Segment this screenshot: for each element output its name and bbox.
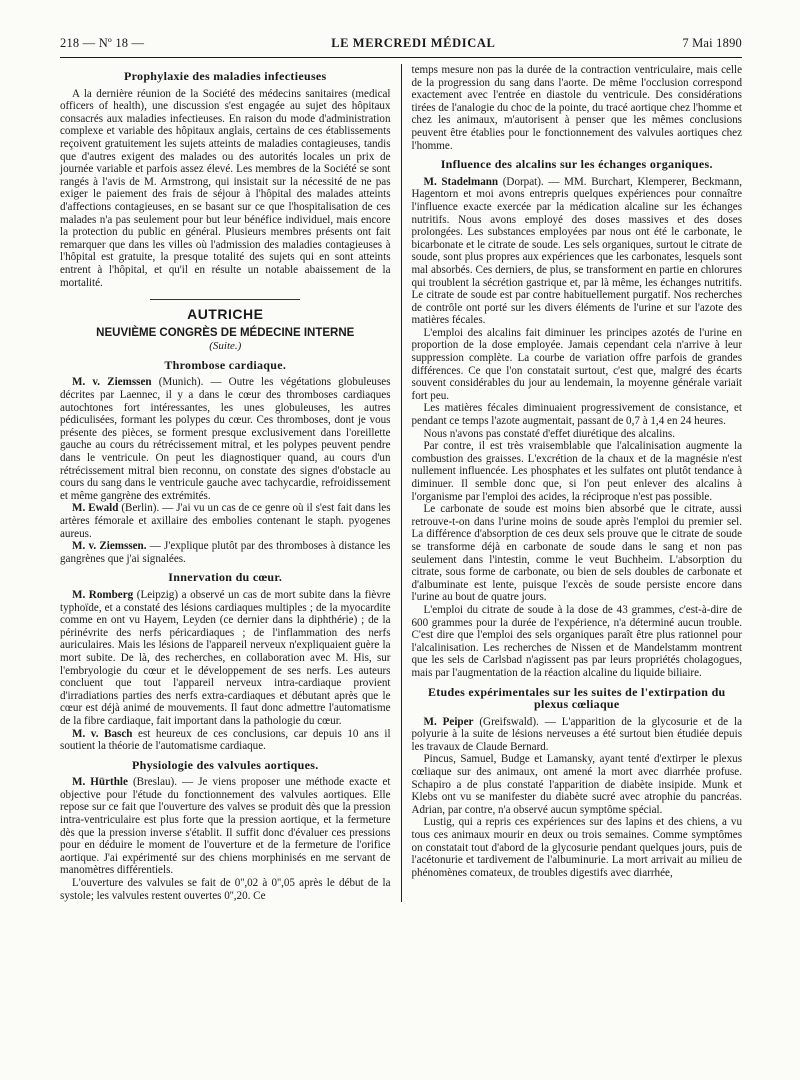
section-title: Etudes expérimentales sur les suites de l'extirpation du plexus cœliaque: [427, 684, 726, 712]
paragraph: (Greifswald). — L'apparition de la glycosurie et de la polyurie à la suite de lésions nerveuses a été surtout bien étudiée depuis les travaux de Claude Bernard.: [411, 715, 743, 753]
speaker-name: M. Stadelmann: [423, 175, 499, 188]
section-title: Physiologie des valvules aortiques.: [132, 757, 319, 772]
section-title: Thrombose cardiaque.: [164, 357, 287, 372]
speaker-name: M. Romberg: [72, 588, 134, 601]
column-rule: [401, 64, 402, 902]
country-heading: AUTRICHE: [187, 306, 264, 323]
section-title: Prophylaxie des maladies infectieuses: [123, 69, 327, 83]
page-number: 218 — Nº 18 —: [60, 36, 145, 50]
section-divider: [150, 299, 300, 300]
paragraph: (Leipzig) a observé un cas de mort subite dans la fièvre typhoïde, et a constaté des lésions cardiaques multiples ; de la myocardite comme en ont vu Hayem, Leyden (ce dernier dans la diphthérie) ; de la périnévrite des nerfs péricardiaques ; de l'inflammation des nerfs auriculaires. Mais les lésions de l'appareil nerveux n'expliquaient guère la mort subite. De là, des recherches, en collaboration avec M. His, sur l'embryologie du cœur et le développement de ses nerfs. Les auteurs concluent que tout l'appareil nerveux intra-cardiaque provient d'irradiations parties des nerfs extra-cardiaques et débutant après que le cœur est déjà animé de mouvements. Il faut donc admettre l'automatisme de la fibre cardiaque, fait important dans la pathologie du cœur.: [60, 588, 391, 727]
speaker-name: M. Ewald: [72, 502, 119, 515]
paragraph: L'emploi du citrate de soude à la dose de 43 grammes, c'est-à-dire de 600 grammes pour la durée de l'expérience, n'a déterminé aucun trouble. C'est dire que l'emploi des sels organiques paraît être plus rationnel pour l'alcalinisation. Les recherches de Nissen et de Mandelstamm montrent que les sels de Carlsbad n'agissent pas par leurs propriétés cholagogues, mais par l'augmentation de la réaction alcaline du liquide biliaire.: [411, 603, 743, 679]
paragraph: A la dernière réunion de la Société des médecins sanitaires (medical officers of health), une discussion s'est engagée au sujet des hôpitaux consacrés aux maladies infectieuses. En raison du mode d'administration complexe et variable des hôpitaux anglais, certains de ces établissements reçoivent gratuitement les sujets atteints de maladies contagieuses, tandis que d'autres exigent des malades ou des autorités locales un prix de journée variable et parfois assez élevé. Les membres de la Société se sont rangés à l'avis de M. Armstrong, qui insistait sur la nécessité de ne pas exiger le paiement des frais de séjour à l'hôpital des malades atteints d'affections contagieuses, en se basant sur ce que l'hospitalisation de ces malades n'a pas seulement pour but leur bénéfice individuel, mais encore la protection du public en général. Plusieurs membres présents ont fait remarquer que dans les villes où l'admission des maladies contagieuses à l'hôpital est gratuite, la presque totalité des sujets qui en sont atteints entrent à l'hôpital, et qu'il en résulte un notable abaissement de la mortalité.: [60, 87, 391, 289]
header-rule: [60, 57, 742, 58]
columns: [60, 64, 742, 902]
paragraph: (Breslau). — Je viens proposer une méthode exacte et objective pour l'étude du fonctionnement des valvules aortiques. Elle repose sur ce fait que l'ouverture des valves se produit dès que la pression intra-ventriculaire est plus forte que la pression aortique, et la fermeture dès que la pression inverse s'établit. Il suffit donc d'évaluer ces pressions pour en déduire le moment de l'ouverture et de la fermeture de l'orifice aortique. J'ai expérimenté sur des chiens morphinisés en me servant de manomètres différentiels.: [60, 776, 391, 877]
issue-date: 7 Mai 1890: [682, 36, 742, 50]
running-header: [60, 36, 742, 51]
paragraph: Lustig, qui a repris ces expériences sur des lapins et des chiens, a vu tous ces animaux mourir en deux ou trois semaines. Comme symptômes on constatait tout d'abord de la glycosurie pendant quelques jours, puis de l'acétonurie et tardivement de l'albuminurie. La mort arrivait au milieu de phénomènes comateux, de troubles digestifs avec diarrhée,: [411, 816, 743, 879]
section-title: Influence des alcalins sur les échanges organiques.: [440, 157, 713, 172]
paragraph: L'emploi des alcalins fait diminuer les principes azotés de l'urine en proportion de la dose employée. Jamais cependant cela n'arrive à leur suppression complète. La courbe de variation offre parfois de grandes différences. Ce que l'on constatait surtout, c'est que, malgré des écarts souvent considérables du jour au lendemain, la moyenne générale variait fort peu.: [411, 326, 743, 402]
paragraph: (Dorpat). — MM. Burchart, Klemperer, Beckmann, Hagentorn et moi avons entrepris quelques expériences pour connaître l'influence exacte exercée par la médication alcaline sur les échanges nutritifs. Nous avons employé des doses massives et des doses prolongées. Les substances employées par nous ont été le carbonate, le bicarbonate et le citrate de soude. Les sels organiques, surtout le citrate de soude, sont plus propres aux expériences que les carbonates, lesquels sont mal absorbés. Ces derniers, de plus, se transforment en partie en chlorures qui troublent la sécrétion gastrique et, par là même, les échanges nutritifs. Le citrate de soude est par contre habituellement purgatif. Nos recherches de contrôle ont porté sur les divers éléments de l'urine et sur l'azote des matières fécales.: [411, 175, 743, 327]
paragraph: (Berlin). — J'ai vu un cas de ce genre où il s'est fait dans les artères fémorale et axillaire des embolies contenant le staph. pyogenes aureus.: [60, 502, 391, 540]
right-column: [404, 64, 743, 902]
paragraph: Nous n'avons pas constaté d'effet diurétique des alcalins.: [423, 427, 675, 440]
journal-title: LE MERCREDI MÉDICAL: [331, 36, 496, 50]
speaker-name: M. Hürthle: [72, 776, 128, 789]
paragraph: Pincus, Samuel, Budge et Lamansky, ayant tenté d'extirper le plexus cœliaque sur des animaux, ont amené la mort avec diarrhée profuse. Schapiro a de plus constaté l'apparition de diabète insipide. Munk et Klebs ont vu se manifester du diabète sucré avec atrophie du pancréas. Adrian, par contre, n'a observé aucun symptôme spécial.: [411, 753, 743, 816]
paragraph: Par contre, il est très vraisemblable que l'alcalinisation augmente la combustion des graisses. L'excrétion de la chaux et de la magnésie n'est nullement influencée. Les phosphates et les sulfates ont plutôt tendance à diminuer. Il semble donc que, si l'on peut enlever des alcalins à l'organisme par l'emploi des acides, la réciproque n'est pas possible.: [411, 440, 743, 503]
paragraph: L'ouverture des valvules se fait de 0'',02 à 0'',05 après le début de la systole; les valvules restent ouvertes 0'',20. Ce: [60, 877, 391, 902]
left-column: [60, 64, 399, 902]
continued-note: (Suite.): [209, 340, 242, 353]
speaker-name: M. v. Ziemssen.: [72, 540, 147, 553]
paragraph: (Munich). — Outre les végétations globuleuses décrites par Laennec, il y a dans le cœur des thromboses cardiaques autochtones fort intéressantes, les unes globuleuses, les autres pédiculisées, formant les polypes du cœur. Ces thromboses, dont je vous présente des pièces, se forment presque exclusivement dans l'oreillette gauche au cours du rétrécissement mitral, et les polypes peuvent pendre dans le ventricule. On peut les diagnostiquer quand, au cours d'un rétrécissement mitral bien reconnu, on constate des signes d'obstacle au cours du sang dans le ventricule gauche avec tachycardie, refroidissement et même gangrène des extrémités.: [60, 376, 391, 502]
speaker-name: M. v. Ziemssen: [72, 376, 152, 389]
speaker-name: M. Peiper: [423, 715, 474, 728]
paragraph: temps mesure non pas la durée de la contraction ventriculaire, mais celle de la progression du sang dans l'aorte. De même l'occlusion correspond exactement avec l'entrée en diastole du ventricule. Des considérations tirées de l'analogie du choc de la pointe, du tracé aortique chez l'homme et chez les animaux, m'autorisent à penser que les mêmes conclusions peuvent être établies pour le fonctionnement des valvules aortiques chez l'homme.: [411, 64, 743, 152]
congress-heading: NEUVIÈME CONGRÈS DE MÉDECINE INTERNE: [96, 326, 355, 339]
paragraph: est heureux de ces conclusions, car depuis 10 ans il soutient la théorie de l'automatisme cardiaque.: [60, 727, 391, 753]
section-title: Innervation du cœur.: [168, 570, 283, 585]
paragraph: — J'explique plutôt par des thromboses à distance les gangrènes que j'ai signalées.: [60, 540, 391, 565]
speaker-name: M. v. Basch: [72, 727, 133, 740]
paragraph: Les matières fécales diminuaient progressivement de consistance, et pendant ce temps l'azote augmentait, passant de 0,7 à 1,4 en 24 heures.: [411, 402, 743, 428]
paragraph: Le carbonate de soude est moins bien absorbé que le citrate, aussi retrouve-t-on dans l'urine moins de soude après l'emploi du premier sel. La différence d'absorption de ces deux sels prouve que le citrate de soude se transforme déjà en carbonate de soude dans le sang et non pas seulement dans l'intestin, comme le veut Buchheim. L'absorption du citrate, sous forme de carbonate, ou bien de sels doubles de carbonate et d'albuminate est lente, puisque l'excès de soude persiste encore dans l'urine au bout de quatre jours.: [411, 503, 743, 604]
